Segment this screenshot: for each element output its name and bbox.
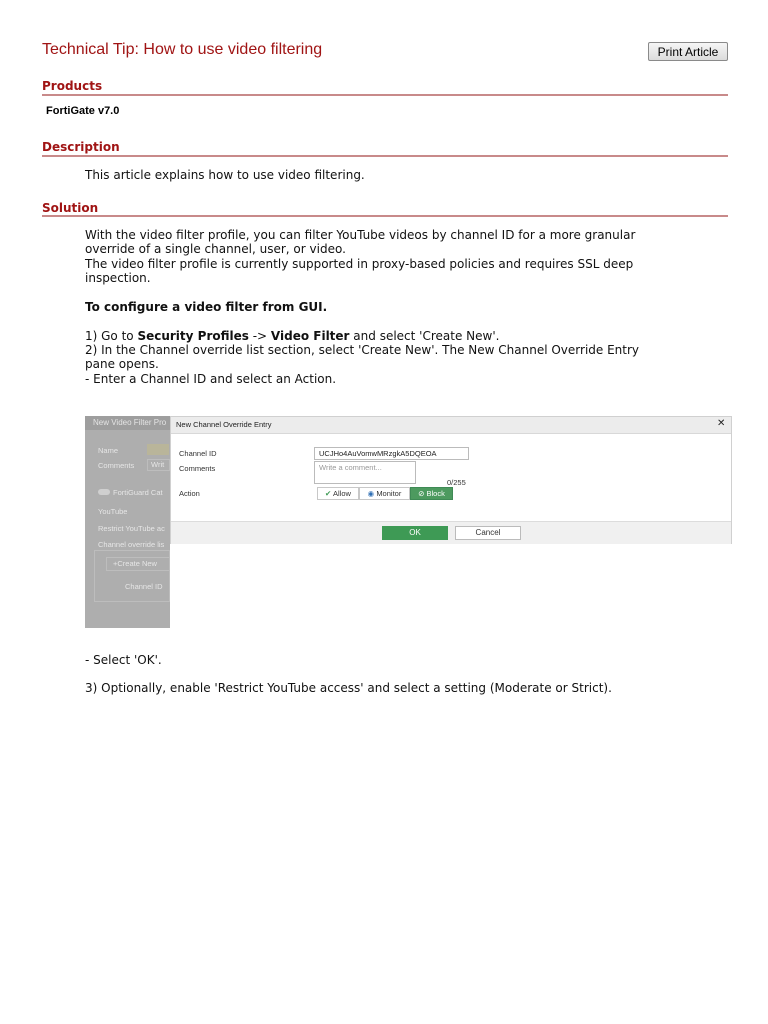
select-ok-text: - Select 'OK'. <box>85 653 162 667</box>
action-monitor-label: Monitor <box>376 489 402 498</box>
bg-name-input <box>147 444 169 455</box>
background-panel-header: New Video Filter Pro <box>85 416 170 430</box>
action-allow-label: Allow <box>333 489 351 498</box>
solution-intro-line: The video filter profile is currently supported in proxy-based policies and requires SSL deep <box>85 257 634 271</box>
bg-comments-input: Writ <box>147 459 170 471</box>
step-1 <box>85 329 499 344</box>
description-divider <box>42 155 728 157</box>
step-2-line: - Enter a Channel ID and select an Action. <box>85 372 337 386</box>
products-heading: Products <box>42 79 103 93</box>
gui-screenshot <box>85 416 732 628</box>
dialog-title: New Channel Override Entry <box>176 420 272 429</box>
comments-textarea[interactable]: Write a comment... <box>314 461 416 484</box>
article-title: Technical Tip: How to use video filtering <box>42 41 323 58</box>
bg-comments-label: Comments <box>98 461 135 470</box>
bg-name-label: Name <box>98 446 119 455</box>
description-heading: Description <box>42 140 120 154</box>
action-block-label: Block <box>426 489 445 498</box>
action-allow-button[interactable] <box>317 487 359 500</box>
comments-label: Comments <box>179 464 216 473</box>
toggle-icon <box>98 489 110 495</box>
check-circle-icon: ✔ <box>325 489 332 498</box>
action-monitor-button[interactable] <box>359 487 410 500</box>
products-divider <box>42 94 728 96</box>
channel-id-label: Channel ID <box>179 449 217 458</box>
bg-channel-id-column: Channel ID <box>125 582 163 591</box>
product-item: FortiGate v7.0 <box>46 105 120 117</box>
step-1-suffix: and select 'Create New'. <box>349 329 500 343</box>
eye-icon: ◉ <box>367 489 375 498</box>
bg-override-label: Channel override lis <box>98 540 165 549</box>
step-1-arrow: -> <box>248 329 271 343</box>
solution-intro-line: inspection. <box>85 271 151 285</box>
bg-fortiguard-label: FortiGuard Cat <box>113 488 163 497</box>
solution-intro-line: With the video filter profile, you can filter YouTube videos by channel ID for a more granular <box>85 228 636 242</box>
bg-restrict-label: Restrict YouTube ac <box>98 524 165 533</box>
print-article-button[interactable]: Print Article <box>648 42 728 61</box>
description-text: This article explains how to use video filtering. <box>85 168 365 182</box>
action-block-button[interactable] <box>410 487 453 500</box>
step-3: 3) Optionally, enable 'Restrict YouTube access' and select a setting (Moderate or Strict). <box>85 681 612 695</box>
solution-intro-line: override of a single channel, user, or video. <box>85 242 346 256</box>
background-profile-panel <box>85 416 170 628</box>
step-1-video-filter: Video Filter <box>270 329 350 343</box>
step-2-line: pane opens. <box>85 357 159 371</box>
cancel-button[interactable]: Cancel <box>455 526 521 540</box>
dialog-header <box>171 417 731 434</box>
block-icon: ⊘ <box>418 489 425 498</box>
dialog-footer <box>171 521 731 544</box>
step-1-prefix: 1) Go to <box>85 329 138 343</box>
bg-youtube-label: YouTube <box>98 507 128 516</box>
step-2-line: 2) In the Channel override list section, select 'Create New'. The New Channel Override Entry <box>85 343 640 357</box>
config-heading: To configure a video filter from GUI. <box>85 300 328 314</box>
bg-create-new-button: +Create New <box>106 557 170 571</box>
close-icon[interactable]: ✕ <box>717 418 726 429</box>
new-channel-override-dialog <box>170 416 732 544</box>
action-label: Action <box>179 489 200 498</box>
step-1-security-profiles: Security Profiles <box>137 329 249 343</box>
comment-counter: 0/255 <box>447 478 466 487</box>
ok-button[interactable]: OK <box>382 526 448 540</box>
solution-heading: Solution <box>42 201 99 215</box>
channel-id-input[interactable]: UCJHo4AuVomwMRzgkA5DQEOA <box>314 447 469 460</box>
solution-divider <box>42 215 728 217</box>
